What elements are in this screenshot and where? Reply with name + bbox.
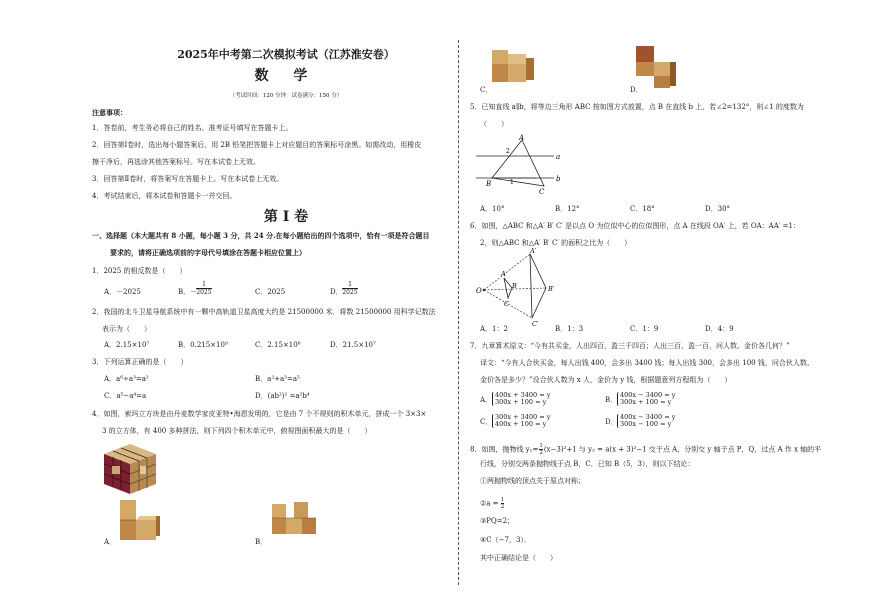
- q5-option-c[interactable]: C．18°: [630, 205, 655, 213]
- notes-heading: 注意事项：: [92, 108, 127, 117]
- paper-title: 2025年中考第二次模拟考试（江苏淮安卷）: [177, 48, 395, 61]
- q6-figure: [476, 247, 566, 328]
- q5-label-b: b: [556, 175, 561, 183]
- q2-option-d[interactable]: D．21.5×10⁷: [330, 341, 376, 349]
- q8-statement-4: ④C（−7，3）．: [480, 536, 531, 544]
- subject-title: 数 学: [254, 68, 318, 84]
- q5-label-angle1: 1: [510, 179, 514, 186]
- q4-option-b[interactable]: B．: [255, 538, 268, 546]
- q5-option-d[interactable]: D．30°: [705, 205, 731, 213]
- q7-option-c-system: 300x + 3400 = y 400x + 100 = y: [492, 414, 550, 428]
- q1-stem: 1．2025 的相反数是（ ）: [92, 267, 187, 275]
- q6-label-O: O: [476, 287, 482, 295]
- exam-meta: （考试时间：120 分钟 试卷满分：150 分）: [229, 93, 343, 99]
- q1-option-d-label: D．: [330, 288, 343, 296]
- column-divider: [458, 40, 459, 585]
- q7-option-c[interactable]: C．: [480, 418, 493, 426]
- q5-stem: （ ）: [480, 120, 508, 128]
- q5-label-a: a: [556, 153, 561, 161]
- q1-d-fraction: 1 2025: [342, 281, 358, 296]
- q5-label-angle2: 2: [506, 148, 510, 155]
- soma-cube-image: [100, 440, 160, 496]
- q1-b-fraction: 1 2025: [196, 281, 212, 296]
- q2-option-c[interactable]: C．2.15×10⁸: [255, 341, 301, 349]
- q2-option-b[interactable]: B．0.215×10⁹: [178, 341, 228, 349]
- q7-option-a[interactable]: A．: [480, 396, 493, 404]
- q6-option-c[interactable]: C．1：9: [630, 325, 659, 333]
- q7-option-d[interactable]: D．: [605, 418, 618, 426]
- note-item: 3．回答第Ⅱ卷时，将答案写在答题卡上。写在本试卷上无效。: [92, 175, 284, 183]
- q4-block-a-image: [116, 498, 164, 544]
- q6-option-d[interactable]: D．4：9: [705, 325, 734, 333]
- q8-statement-1: ①两抛物线的顶点关于原点对称；: [480, 477, 585, 485]
- q5-figure: [474, 132, 564, 198]
- q3-option-a[interactable]: A．a⁶÷a³=a²: [104, 375, 149, 383]
- q6-stem: 6．如图，△ABC 和△A′ B′ C′ 是以点 O 为位似中心的位似图形，点 A 在线段 OA′ 上，若 OA：AA′ =1：: [470, 222, 800, 230]
- q7-option-d-system: 400x − 3400 = y 300x − 100 = y: [617, 414, 675, 428]
- q6-stem: 2，则△ABC 和△A′ B′ C′ 的面积之比为（ ）: [480, 239, 632, 247]
- q7-option-b[interactable]: B．: [605, 396, 618, 404]
- q4-stem: 3 的立方体，有 400 多种拼法，则下列四个积木单元中，俯视图面积最大的是（ ）: [102, 427, 372, 435]
- q4-block-c-image: [486, 48, 540, 88]
- q6-label-B-prime: B′: [548, 285, 555, 293]
- q8-coef-fraction: $\frac{1}{2}$: [539, 443, 543, 456]
- q3-stem: 3．下列运算正确的是（ ）: [92, 358, 188, 366]
- section-title: 第 I 卷: [263, 209, 309, 225]
- q5-label-B: B: [486, 180, 492, 188]
- q1-option-c[interactable]: C．2025: [255, 288, 286, 296]
- q7-stem: 译文：“今有人合伙买金，每人出钱 400，会多出 3400 钱；每人出钱 300，会多出 100 钱，问合伙人数、: [480, 359, 814, 367]
- q8-question: 其中正确结论是（ ）: [480, 554, 557, 562]
- q6-label-A: A: [501, 270, 506, 278]
- q2-stem: 2．我国的北斗卫星导航系统中有一颗中高轨道卫星高度大约是 21500000 米．将数 21500000 用科学记数法: [92, 308, 436, 316]
- q1-option-b[interactable]: [178, 288, 197, 297]
- q4-option-d[interactable]: D．: [630, 86, 643, 94]
- instruction-line: 一、选择题（本大题共有 8 小题，每小题 3 分，共 24 分.在每小题给出的四个选项中，恰有一项是符合题目: [92, 231, 430, 240]
- q8-stem: 8．如图，抛物线 y₁= $\frac{1}{2}$ (x−3)²+1 与 y₂ = a(x + 3)²−1 交于点 A，分别交 y 轴于点 P，Q，过点 A 作 x 轴的平: [470, 443, 822, 456]
- q4-option-a[interactable]: A．: [104, 538, 117, 546]
- q4-option-c[interactable]: C．: [480, 86, 493, 94]
- q6-option-b[interactable]: B．1：3: [555, 325, 584, 333]
- note-item: 1．答卷前，考生务必将自己的姓名、准考证号填写在答题卡上。: [92, 124, 293, 132]
- q5-label-C: C: [539, 188, 545, 196]
- q8-stem: 行线，分别交两条抛物线于点 B，C．已知 B（5，3），则以下结论：: [480, 460, 695, 468]
- note-item: 2．回答第Ⅰ卷时，选出每小题答案后，用 2B 铅笔把答题卡上对应题目的答案标号涂黑。如需改动，用橡皮: [92, 141, 422, 149]
- q8-a-fraction: $\frac{1}{2}$: [500, 497, 505, 510]
- q3-option-c[interactable]: C．a⁵−a⁴=a: [104, 392, 147, 400]
- q6-label-C: C: [504, 300, 509, 308]
- q3-option-b[interactable]: B．a²+a³=a⁵: [255, 375, 300, 383]
- q5-option-a[interactable]: A．10°: [480, 205, 505, 213]
- q1-option-b-label: B．－: [178, 288, 198, 296]
- q5-option-b[interactable]: B．12°: [555, 205, 580, 213]
- q8-statement-3: ③PQ=2；: [480, 517, 515, 525]
- q6-label-A-prime: A′: [530, 247, 537, 255]
- q2-option-a[interactable]: A．2.15×10⁷: [104, 341, 150, 349]
- q7-stem: 金价各是多少？”设合伙人数为 x 人，金价为 y 钱，根据题意列方程组为（ ）: [480, 376, 732, 384]
- q3-option-d[interactable]: D．(ab²)² =a²b⁴: [255, 392, 310, 400]
- q6-label-C-prime: C′: [532, 320, 539, 328]
- q1-option-d[interactable]: [330, 288, 343, 297]
- q4-block-b-image: [268, 498, 324, 544]
- q7-option-a-system: 400x + 3400 = y 300x + 100 = y: [492, 392, 550, 406]
- note-item: 4．考试结束后，将本试卷和答题卡一并交回。: [92, 192, 237, 200]
- q6-option-a[interactable]: A．1：2: [480, 325, 508, 333]
- q8-statement-2: ②a = $\frac{1}{2}$: [480, 497, 505, 510]
- q5-stem: 5．已知直线 a∥b，将等边三角形 ABC 按如图方式放置，点 B 在直线 b 上，若∠2=132°，则∠1 的度数为: [470, 103, 804, 111]
- q4-block-d-image: [632, 44, 682, 88]
- instruction-line: 要求的，请将正确选项前的字母代号填涂在答题卡相应位置上）: [110, 248, 306, 257]
- q7-stem: 7．九章算术原文：“今有共买金，人出四百，盈三千四百；人出三百，盈一百，问人数、金价各几何？”: [470, 342, 790, 350]
- q1-option-a[interactable]: A．－2025: [104, 288, 141, 296]
- q7-option-b-system: 400x − 3400 = y 300x + 100 = y: [617, 392, 675, 406]
- q4-stem: 4．如图，索玛立方块是由丹麦数学家皮亚特•海恩发明的，它是由 7 个不规则的积木单元，拼成一个 3×3×: [92, 410, 427, 418]
- q6-label-B: B: [512, 282, 517, 290]
- note-item: 擦干净后，再选涂其他答案标号。写在本试卷上无效。: [92, 158, 260, 166]
- q5-label-A: A: [519, 134, 525, 142]
- q2-stem: 表示为（ ）: [102, 325, 151, 333]
